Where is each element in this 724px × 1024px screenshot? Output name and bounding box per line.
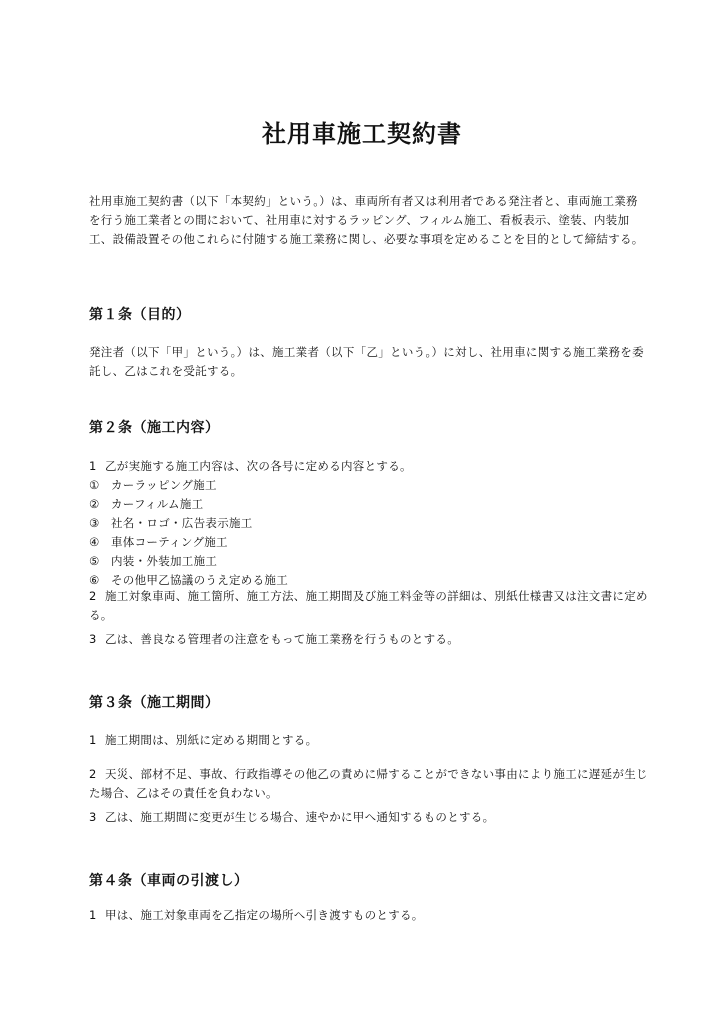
clause-number: 1 [89, 908, 97, 922]
clause-number: 1 [89, 733, 97, 747]
item-marker: ④ [89, 535, 100, 549]
clause-number: 2 [89, 767, 97, 781]
clause-text: 乙が実施する施工内容は、次の各号に定める内容とする。 [105, 459, 412, 473]
intro-paragraph: 社用車施工契約書（以下「本契約」という。）は、車両所有者又は利用者である発注者と、車両施工業務を行う施工業者との間において、社用車に対するラッピング、フィルム施工、看板表示、塗装、内装加工、設備設置その他これらに付随する施工業務に関し、必要な事項を定めることを目的として締結する。 [89, 194, 644, 246]
item-marker: ① [89, 478, 100, 492]
clause-text: 乙は、善良なる管理者の注意をもって施工業務を行うものとする。 [105, 632, 459, 646]
clause-number: 3 [89, 810, 97, 824]
article-2-clause-2 [89, 587, 649, 625]
article-3-clause-3 [89, 808, 649, 827]
article-2-item-5 [89, 552, 217, 571]
clause-text: 甲は、施工対象車両を乙指定の場所へ引き渡すものとする。 [105, 908, 424, 922]
clause-number: 1 [89, 459, 97, 473]
article-2-item-3 [89, 514, 253, 533]
clause-number: 3 [89, 632, 97, 646]
clause-text: 天災、部材不足、事故、行政指導その他乙の責めに帰することができない事由により施工に遅延が生じた場合、乙はその責任を負わない。 [89, 767, 648, 800]
item-text: カーフィルム施工 [111, 497, 204, 511]
clause-text: 乙は、施工期間に変更が生じる場合、速やかに甲へ通知するものとする。 [105, 810, 495, 824]
article-2-item-2 [89, 495, 203, 514]
clause-number: 2 [89, 589, 97, 603]
item-text: 車体コーティング施工 [111, 535, 228, 549]
article-3-clause-2 [89, 765, 649, 803]
item-marker: ⑥ [89, 573, 100, 587]
clause-text: 施工期間は、別紙に定める期間とする。 [105, 733, 318, 747]
item-text: 内装・外装加工施工 [111, 554, 218, 568]
article-2-heading: 第２条（施工内容） [89, 420, 220, 436]
article-4-clause-1 [89, 906, 649, 925]
item-text: カーラッピング施工 [111, 478, 217, 492]
article-3-heading: 第３条（施工期間） [89, 695, 220, 711]
article-3-clause-1 [89, 731, 649, 750]
document-title: 社用車施工契約書 [262, 120, 462, 148]
item-text: 社名・ロゴ・広告表示施工 [111, 516, 253, 530]
article-1-paragraph: 発注者（以下「甲」という。）は、施工業者（以下「乙」という。）に対し、社用車に関する施工業務を委託し、乙はこれを受託する。 [89, 345, 644, 378]
article-4-heading: 第４条（車両の引渡し） [89, 873, 249, 889]
article-2-clause-3 [89, 630, 649, 649]
article-2-item-4 [89, 533, 228, 552]
clause-text: 施工対象車両、施工箇所、施工方法、施工期間及び施工料金等の詳細は、別紙仕様書又は注文書に定める。 [89, 589, 648, 622]
item-marker: ② [89, 497, 100, 511]
item-text: その他甲乙協議のうえ定める施工 [111, 573, 288, 587]
article-2-item-1 [89, 476, 217, 495]
article-1-heading: 第１条（目的） [89, 307, 191, 323]
article-2-clause-1 [89, 457, 412, 476]
item-marker: ③ [89, 516, 100, 530]
item-marker: ⑤ [89, 554, 100, 568]
